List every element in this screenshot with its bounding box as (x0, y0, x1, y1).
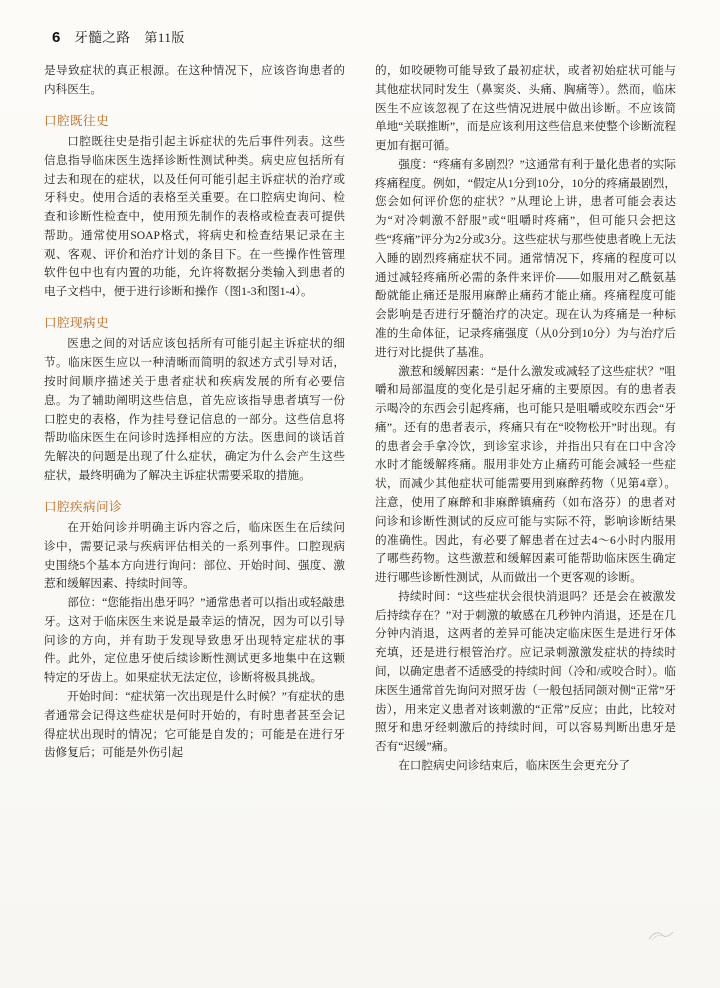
two-column-body (44, 62, 676, 962)
pencil-doodle-icon (648, 928, 674, 942)
paragraph: 持续时间：“这些症状会很快消退吗？还是会在被激发后持续存在？”对于刺激的敏感在几秒钟内消退，还是在几分钟内消退，这两者的差异可能决定临床医生是进行牙体充填，还是进行根管治疗。应记录刺激激发症状的持续时间，以确定患者不适感受的持续时间（冷和/或咬合时）。临床医生通常首先询问对照牙齿（一般包括同颌对侧“正常”牙齿），用来定义患者对该刺激的“正常”反应；由此，比较对照牙和患牙经刺激后的持续时间，可以容易判断出患牙是否有“迟缓”痛。 (375, 589, 676, 754)
paragraph: 医患之间的对话应该包括所有可能引起主诉症状的细节。临床医生应以一种清晰而简明的叙述方式引导对话，按时间顺序描述关于患者症状和疾病发展的所有必要信息。为了辅助阐明这些信息，首先应该指导患者填写一份口腔史的表格，作为挂号登记信息的一部分。这些信息将帮助临床医生在问诊时选择相应的方法。医患间的谈话首先解决的问题是出现了什么症状，确定为什么会产生这些症状，最终明确为了解决主诉症状需要采取的措施。 (44, 337, 345, 482)
right-column (375, 62, 676, 962)
page-number: 6 (52, 29, 61, 46)
section-heading-present-illness: 口腔现病史 (44, 315, 109, 330)
section-heading-disease-interview: 口腔疾病问诊 (44, 499, 122, 514)
left-column (44, 62, 345, 962)
paragraph: 强度：“疼痛有多剧烈？”这通常有利于量化患者的实际疼痛程度。例如，“假定从1分到10分，10分的疼痛最剧烈，您会如何评价您的症状？”从理论上讲，患者可能会表达为“对冷刺激不舒服”或“咀嚼时疼痛”，但可能只会把这些“疼痛”评分为2分或3分。这些症状与那些使患者晚上无法入睡的剧烈疼痛症状不同。通常情况下，疼痛的程度可以通过减轻疼痛所必需的条件来评价——如服用对乙酰氨基酚就能止痛还是服用麻醉止痛药才能止痛。疼痛程度可能会影响是否进行牙髓治疗的决定。现在认为疼痛是一种标准的生命体征，记录疼痛强度（从0分到10分）为与治疗后进行对比提供了基准。 (375, 157, 676, 359)
paragraph: 开始时间：“症状第一次出现是什么时候？”有症状的患者通常会记得这些症状是何时开始的，有时患者甚至会记得症状出现时的情况；它可能是自发的；可能是在进行牙齿修复后；可能是外伤引起 (44, 690, 345, 760)
paragraph: 激惹和缓解因素：“是什么激发或减轻了这些症状？”咀嚼和局部温度的变化是引起牙痛的主要原因。有的患者表示喝冷的东西会引起疼痛，也可能只是咀嚼或咬东西会“牙痛”。还有的患者表示，疼痛只有在“咬物松开”时出现。有的患者会手拿冷饮，到诊室求诊，并指出只有在口中含冷水时才能缓解疼痛。服用非处方止痛药可能会减轻一些症状，而减少其他症状可能需要用到麻醉药物（见第4章）。注意，使用了麻醉和非麻醉镇痛药（如布洛芬）的患者对问诊和诊断性测试的反应可能与实际不符，影响诊断结果的准确性。因此，有必要了解患者在过去4～6小时内服用了哪些药物。这些激惹和缓解因素可能帮助临床医生确定进行哪些诊断性测试，从而做出一个更客观的诊断。 (375, 364, 676, 585)
paragraph: 是导致症状的真正根源。在这种情况下，应该咨询患者的内科医生。 (44, 64, 345, 96)
paragraph: 在开始问诊并明确主诉内容之后，临床医生在后续问诊中，需要记录与疾病评估相关的一系列事件。口腔现病史围绕5个基本方向进行询问：部位、开始时间、强度、激惹和缓解因素、持续时间等。 (44, 521, 345, 591)
book-title: 牙髓之路 (74, 30, 131, 45)
paragraph: 在口腔病史问诊结束后，临床医生会更充分了 (398, 758, 631, 772)
section-heading-oral-history: 口腔既往史 (44, 113, 109, 128)
paragraph: 的，如咬硬物可能导致了最初症状，或者初始症状可能与其他症状同时发生（鼻窦炎、头痛、胸痛等）。然而，临床医生不应该忽视了在这些情况进展中做出诊断。不应该简单地“关联推断”，而是应该利用这些信息来使整个诊断流程更加有据可循。 (375, 64, 676, 153)
paragraph: 部位：“您能指出患牙吗？”通常患者可以指出或轻敲患牙。这对于临床医生来说是最幸运的情况，因为可以引导问诊的方向，并有助于发现导致患牙出现特定症状的事件。此外，定位患牙使后续诊断性测试更多地集中在这颗特定的牙齿上。如果症状无法定位，诊断将极具挑战。 (44, 596, 345, 685)
book-edition: 第11版 (144, 30, 185, 45)
page-header (44, 26, 676, 46)
paragraph: 口腔既往史是指引起主诉症状的先后事件列表。这些信息指导临床医生选择诊断性测试种类。病史应包括所有过去和现在的症状，以及任何可能引起主诉症状的治疗或牙科史。使用合适的表格至关重要。在口腔病史询问、检查和诊断性检查中，使用预先制作的表格或检查表可提供帮助。通常使用SOAP格式，将病史和检查结果记录在主观、客观、评价和治疗计划的条目下。在一些操作性管理软件包中也有内置的功能，允许将数据分类输入到患者的电子文档中，便于进行诊断和操作（图1-3和图1-4）。 (44, 134, 345, 299)
